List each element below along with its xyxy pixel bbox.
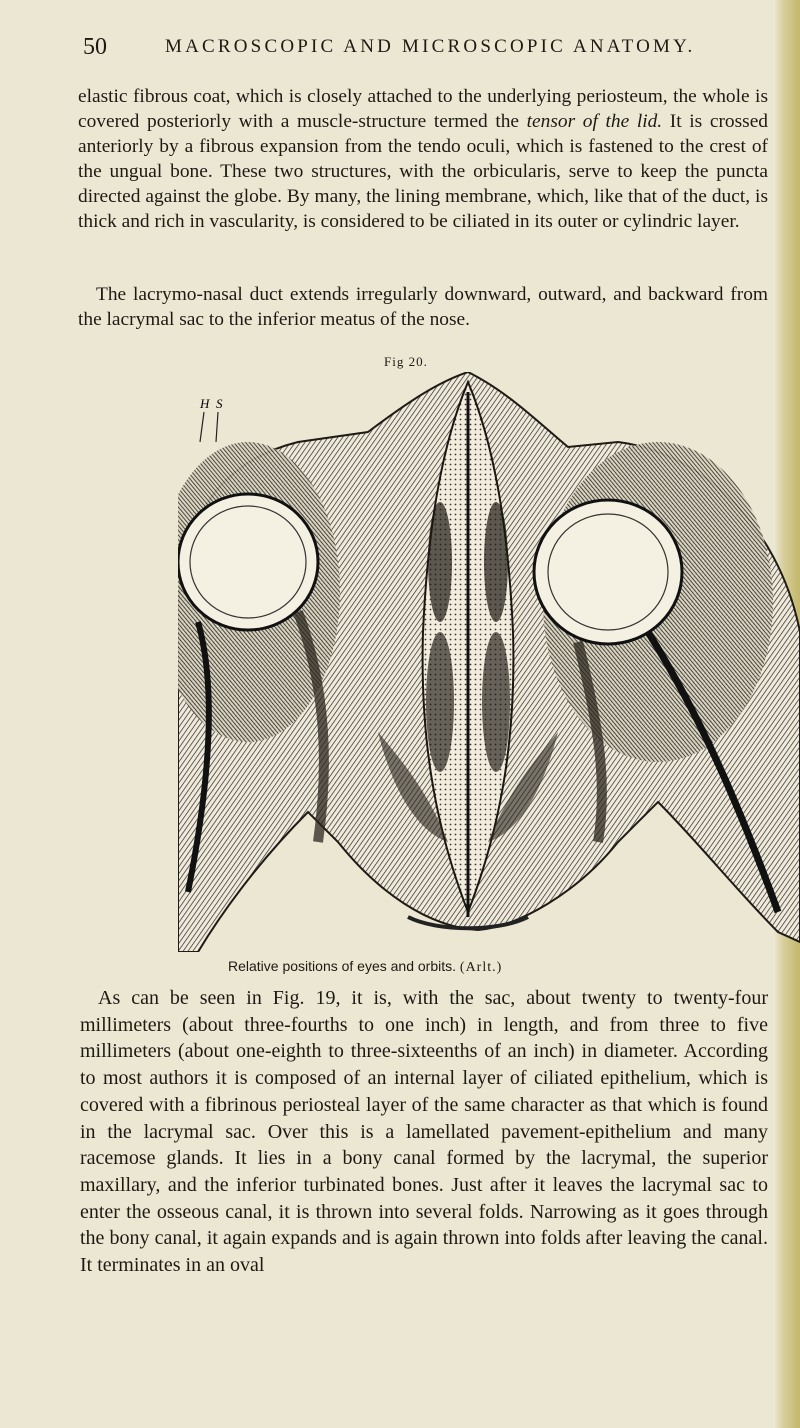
figure-caption [228,958,502,976]
page-number: 50 [83,34,107,60]
paragraph-3: As can be seen in Fig. 19, it is, with the sac, about twenty to twenty-four millimeters (about three-fourths to one inch) in length, and from three to five millimeters (about one-eighth to three-sixteenths of an inch) in diameter. According to most authors it is composed of an internal layer of ciliated epithelium, which is covered with a fibrinous periosteal layer of the same character as that which is found in the lacrymal sac. Over this is a lamellated pavement-epithelium and many racemose glands. It lies in a bony canal formed by the lacrymal, the superior maxillary, and the inferior turbinated bones. Just after it leaves the lacrymal sac to enter the osseous canal, it is thrown into several folds. Narrowing as it goes through the bony canal, it again expands and is again thrown into folds after leaving the canal. It terminates in an oval [80,987,768,1277]
figure-label: Fig 20. [384,354,428,369]
right-turbinate-lower [482,632,510,772]
caption-credit: (Arlt.) [459,960,503,975]
paragraph-1-text-a: elastic fibrous coat, which is closely attached to the underlying periosteum, the whole is covered posteriorly with a muscle-structure termed the [78,86,768,132]
running-title: MACROSCOPIC AND MICROSCOPIC ANATOMY. [165,36,696,57]
paragraph-1 [78,84,768,234]
caption-text: Relative positions of eyes and orbits. [228,958,457,974]
right-eyeball [534,500,682,644]
tensor-term: tensor of the lid. [526,111,663,132]
paragraph-2: The lacrymo-nasal duct extends irregularly downward, outward, and backward from the lacrymal sac to the inferior meatus of the nose. [78,284,768,330]
anatomical-figure [178,372,800,952]
left-turbinate-upper [428,502,452,622]
marker-line-h [200,412,204,442]
paragraph-1-text-b: It is crossed anteriorly by a fibrous expansion from the tendo oculi, which is fastened to the crest of the ungual bone. These two structures, with the orbicularis, serve to keep the puncta directed against the globe. By many, the lining membrane, which, like that of the duct, is thick and rich in vascularity, is considered to be ciliated in its outer or cylindric layer. [78,111,768,232]
left-turbinate-lower [426,632,454,772]
right-turbinate-upper [484,502,508,622]
marker-line-s [216,412,218,442]
left-eyeball [178,494,318,630]
marker-h: H [200,396,210,411]
marker-s: S [216,396,223,411]
